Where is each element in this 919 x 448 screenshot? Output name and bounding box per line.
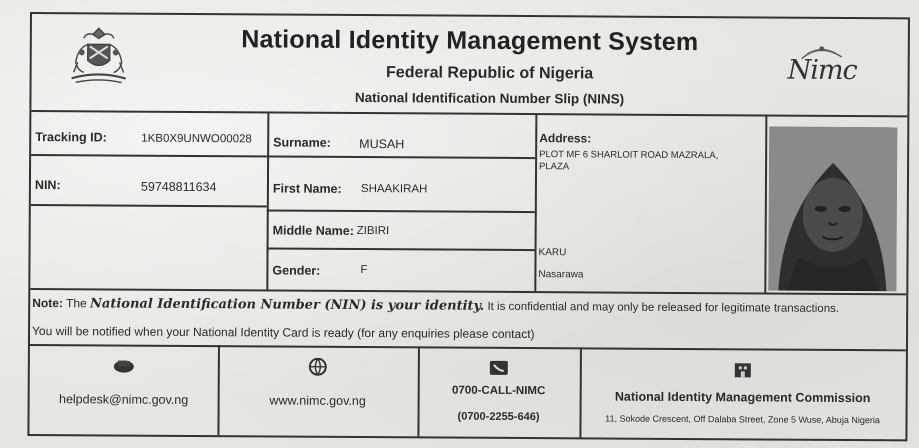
row-divider: [267, 247, 535, 250]
nin-label: NIN:: [34, 178, 61, 193]
building-icon: [732, 360, 754, 378]
middle-name-label: Middle Name:: [272, 223, 354, 238]
tracking-id-label: Tracking ID:: [35, 130, 107, 145]
row-divider: [267, 209, 535, 212]
tracking-id-value: 1KB0X9UNWO00028: [141, 132, 252, 146]
note-emphasis: National Identification Number (NIN) is your identity.: [90, 296, 485, 314]
call-nimc-number: (0700-2255-646): [457, 410, 540, 424]
footer-phone-cell: [417, 348, 580, 435]
website-url: www.nimc.gov.ng: [269, 393, 366, 409]
nin-value: 59748811634: [140, 179, 217, 195]
first-name-label: First Name:: [272, 181, 342, 196]
address-state: Nasarawa: [538, 269, 584, 281]
col-divider: [266, 111, 269, 289]
phone-icon: [488, 359, 510, 377]
slip-header: [31, 14, 908, 117]
identity-note: [32, 296, 839, 316]
address-line-1: PLOT MF 6 SHARLOIT ROAD MAZRALA,: [539, 149, 719, 162]
country-subtitle: Federal Republic of Nigeria: [386, 64, 594, 83]
notification-note: You will be notified when your National Identity Card is ready (for any enquiries please contact): [32, 324, 535, 342]
gender-label: Gender:: [272, 263, 321, 278]
footer-email-cell: [29, 346, 218, 433]
call-nimc-text: 0700-CALL-NIMC: [452, 384, 546, 398]
row-divider: [31, 154, 535, 159]
address-line-2: PLAZA: [539, 161, 570, 173]
note-prefix: Note:: [32, 296, 63, 311]
note-rest: It is confidential and may only be released for legitimate transactions.: [487, 300, 840, 315]
system-title: National Identity Management System: [241, 25, 699, 57]
middle-name-value: ZIBIRI: [356, 224, 390, 238]
address-label: Address:: [539, 131, 592, 146]
org-name: National Identity Management Commission: [614, 389, 871, 406]
nimc-logo-text: Nimc: [787, 54, 857, 87]
col-divider: [534, 113, 537, 291]
first-name-value: SHAAKIRAH: [360, 183, 428, 196]
footer-office-cell: [579, 349, 906, 437]
gender-value: F: [360, 264, 368, 277]
address-city: KARU: [538, 247, 567, 259]
note-the: The: [65, 296, 87, 311]
col-divider: [764, 114, 767, 292]
globe-icon: [307, 358, 329, 376]
nin-slip: [27, 12, 910, 441]
surname-value: MUSAH: [359, 137, 405, 152]
mail-icon: [113, 357, 135, 375]
footer-website-cell: [217, 347, 418, 434]
row-divider: [31, 204, 267, 207]
slip-title: National Identification Number Slip (NINS): [354, 89, 625, 107]
surname-label: Surname:: [273, 135, 331, 150]
org-address: 11, Sokode Crescent, Off Dalaba Street, Zone 5 Wuse, Abuja Nigeria: [605, 413, 880, 426]
helpdesk-email: helpdesk@nimc.gov.ng: [58, 392, 189, 407]
passport-photo: [768, 127, 897, 292]
